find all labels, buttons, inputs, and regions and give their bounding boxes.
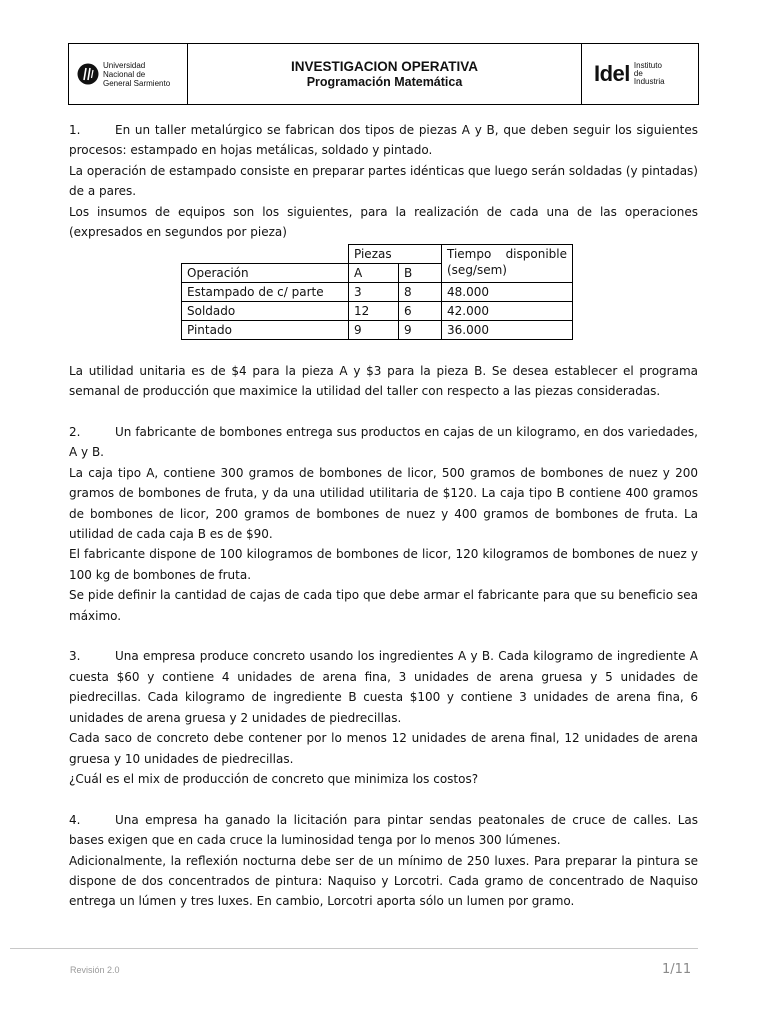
problem4-number: 4.	[69, 812, 81, 827]
problem4-text2: Adicionalmente, la reflexión nocturna debe ser de un mínimo de 250 luxes. Para preparar la pintura se dispone de dos concentrados de pintura: Naquiso y Lorcotri. Cada gramo de concentrado de Naquiso entrega un lúmen y tres luxes. En cambio, Lorcotri aporta sólo un lumen por gramo.	[69, 853, 698, 909]
table-cell-b: 9	[399, 321, 442, 340]
course-subtitle: Programación Matemática	[306, 74, 463, 89]
table-row	[182, 283, 573, 302]
document-header	[68, 43, 699, 105]
problem1-text4: La utilidad unitaria es de $4 para la pieza A y $3 para la pieza B. Se desea establecer el programa semanal de producción que maximice la utilidad del taller con respecto a las piezas consideradas.	[69, 363, 698, 399]
table-cell-op: Soldado	[182, 302, 349, 321]
footer-revision: Revisión 2.0	[70, 965, 120, 975]
table-cell-b: 8	[399, 283, 442, 302]
table-cell-a: 9	[349, 321, 399, 340]
table-a-header: A	[349, 264, 399, 283]
tiempo-word2: disponible	[505, 247, 567, 262]
problem3-intro	[69, 646, 698, 728]
idel-sub3: Industria	[633, 77, 665, 86]
table-cell-t: 42.000	[442, 302, 573, 321]
table-tiempo-header	[442, 245, 573, 283]
problem2-text2: La caja tipo A, contiene 300 gramos de bombones de licor, 500 gramos de bombones de nuez y 200 gramos de bombones de fruta, y da una utilidad utilitaria de $120. La caja tipo B contiene 400 gramos de bombones de licor, 200 gramos de bombones de nuez y 400 gramos de bombones de fruta. La utilidad de cada caja B es de $90.	[69, 465, 698, 542]
problem2-intro	[69, 422, 698, 463]
table-cell-op: Estampado de c/ parte	[182, 283, 349, 302]
problem3-number: 3.	[69, 649, 81, 664]
problem1-text1: En un taller metalúrgico se fabrican dos tipos de piezas A y B, que deben seguir los siguientes procesos: estampado en hojas metálicas, soldado y pintado.	[69, 123, 698, 158]
idel-brand: Idel	[594, 61, 630, 86]
problem1-text2: La operación de estampado consiste en preparar partes idénticas que luego serán soldadas (y pintadas) de a pares.	[69, 163, 698, 199]
table-cell-t: 36.000	[442, 321, 573, 340]
problem1-intro	[69, 120, 698, 161]
idel-logo	[594, 62, 665, 86]
ungs-name	[103, 61, 170, 88]
table-empty-corner	[182, 245, 349, 264]
ungs-emblem-icon	[77, 63, 99, 85]
tiempo-unit: (seg/sem)	[447, 263, 507, 278]
ungs-line2: Nacional de	[103, 69, 146, 79]
course-title: INVESTIGACION OPERATIVA	[290, 58, 479, 74]
problem3-text3: ¿Cuál es el mix de producción de concreto que minimiza los costos?	[69, 771, 479, 786]
idel-subtitle	[634, 62, 665, 86]
problem3-text1: Una empresa produce concreto usando los ingredientes A y B. Cada kilogramo de ingrediente A cuesta $60 y contiene 4 unidades de arena fina, 3 unidades de arena gruesa y 5 unidades de piedrecillas. Cada kilogramo de ingrediente B cuesta $100 y contiene 3 unidades de arena fina, 6 unidades de arena gruesa y 2 unidades de piedrecillas.	[69, 649, 698, 725]
table-cell-a: 3	[349, 283, 399, 302]
problem3-text2: Cada saco de concreto debe contener por lo menos 12 unidades de arena final, 12 unidades de arena gruesa y 10 unidades de piedrecillas.	[69, 731, 698, 766]
document-body	[69, 120, 698, 912]
header-title-cell	[188, 44, 581, 104]
operations-table	[181, 244, 573, 340]
idel-sub1: Instituto	[633, 61, 662, 70]
table-operacion-header: Operación	[182, 264, 349, 283]
ungs-line3: General Sarmiento	[103, 78, 171, 88]
problem4-text1: Una empresa ha ganado la licitación para pintar sendas peatonales de cruce de calles. Las bases exigen que en cada cruce la luminosidad tenga por lo menos 300 lúmenes.	[69, 812, 698, 848]
table-cell-b: 6	[399, 302, 442, 321]
tiempo-word1: Tiempo	[447, 247, 492, 262]
header-right-cell	[581, 44, 698, 104]
problem1-text3: Los insumos de equipos son los siguientes, para la realización de cada una de las operaciones (expresados en segundos por pieza)	[69, 204, 698, 240]
ungs-logo	[77, 61, 170, 88]
idel-sub2: de	[633, 69, 643, 78]
table-cell-t: 48.000	[442, 283, 573, 302]
table-piezas-header: Piezas	[349, 245, 442, 264]
footer-page-number: 1/11	[662, 962, 692, 977]
table-row	[182, 321, 573, 340]
header-left-cell	[69, 44, 188, 104]
footer-divider	[10, 948, 698, 949]
problem2-text4: Se pide definir la cantidad de cajas de cada tipo que debe armar el fabricante para que su beneficio sea máximo.	[69, 588, 698, 623]
problem1-number: 1.	[69, 123, 81, 137]
problem2-text1: Un fabricante de bombones entrega sus productos en cajas de un kilogramo, en dos variedades, A y B.	[69, 425, 698, 460]
table-cell-op: Pintado	[182, 321, 349, 340]
table-b-header: B	[399, 264, 442, 283]
table-header-row-1	[182, 245, 573, 264]
table-row	[182, 302, 573, 321]
table-cell-a: 12	[349, 302, 399, 321]
problem2-number: 2.	[69, 425, 81, 440]
problem2-text3: El fabricante dispone de 100 kilogramos de bombones de licor, 120 kilogramos de bombones de nuez y 100 kg de bombones de fruta.	[69, 547, 698, 582]
problem4-intro	[69, 810, 698, 851]
ungs-line1: Universidad	[103, 60, 146, 70]
